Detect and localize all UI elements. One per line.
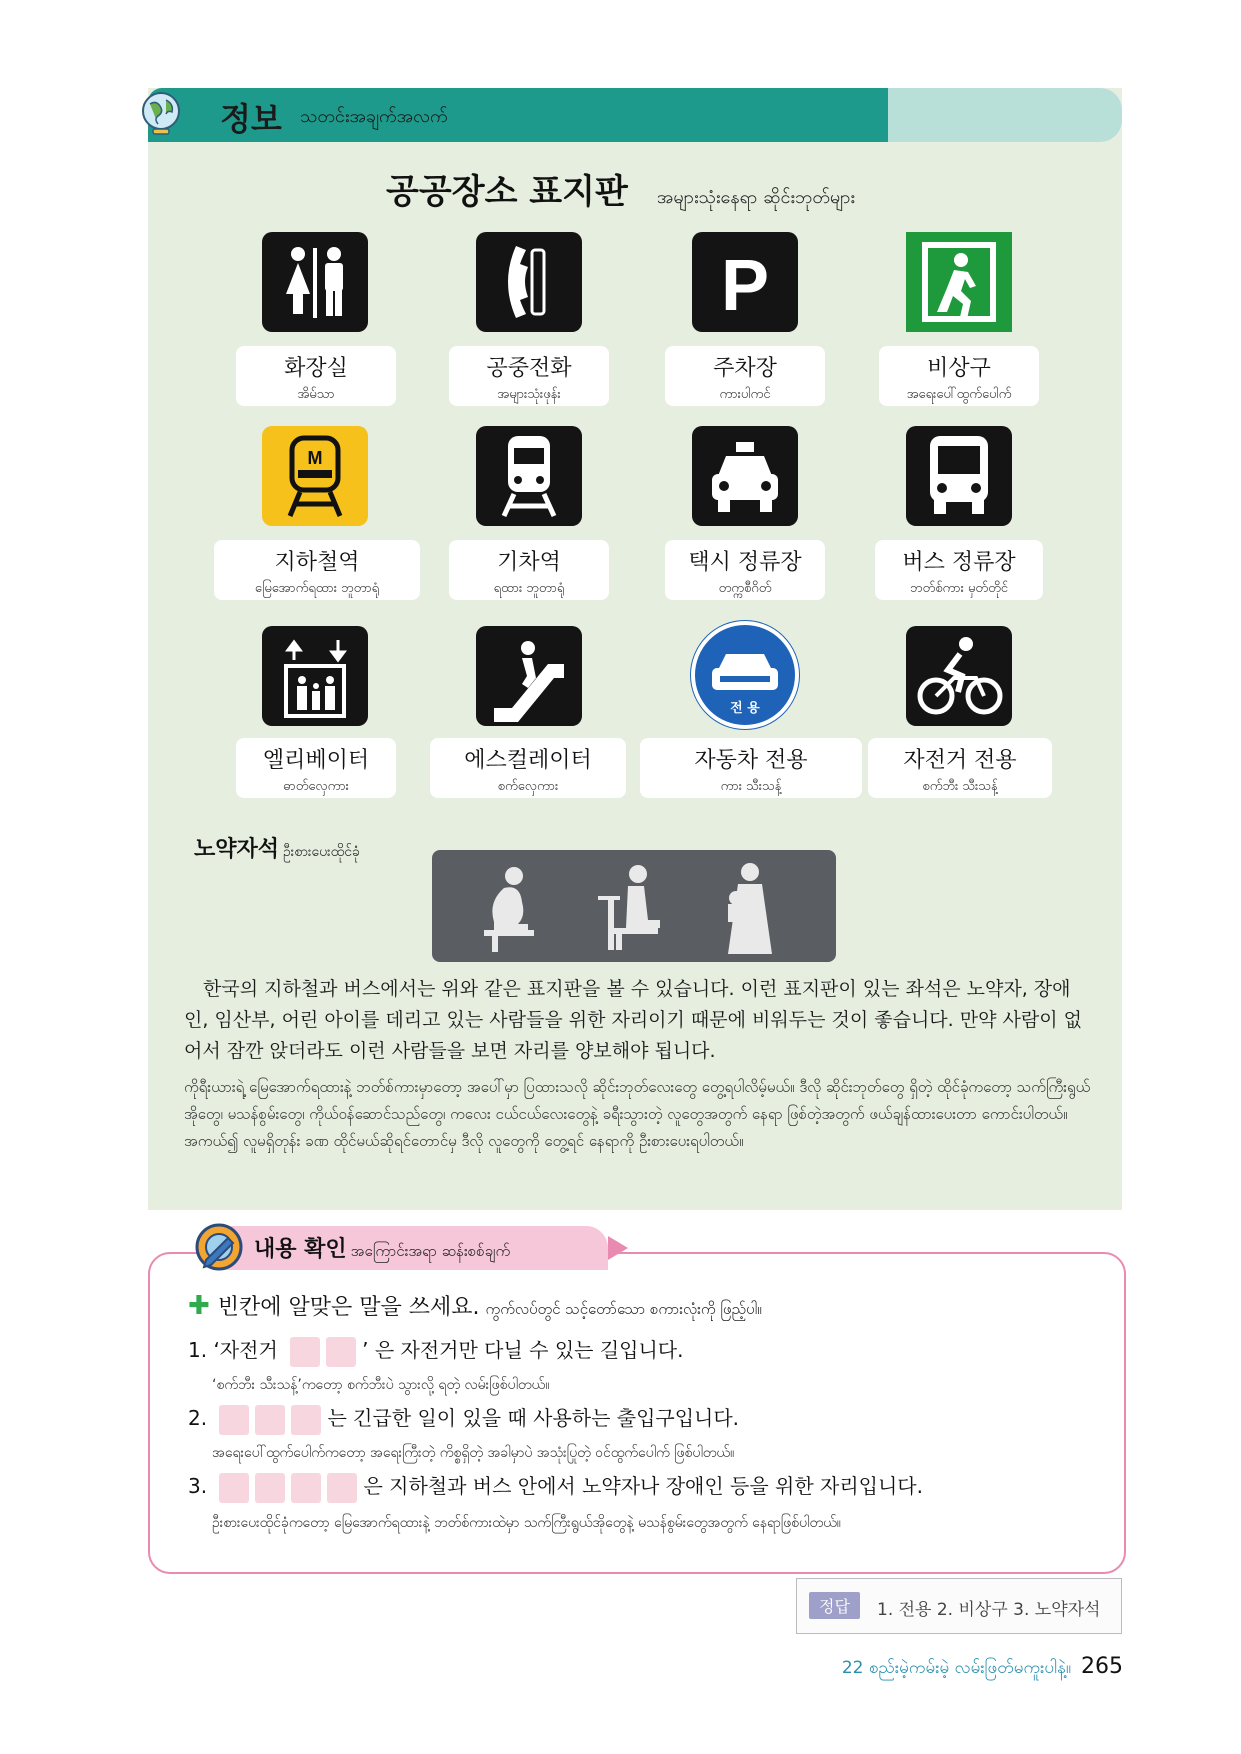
header-title: 정보 <box>220 100 282 138</box>
body-myanmar: ကိုရီးယားရဲ့ မြေအောက်ရထားနဲ့ ဘတ်စ်ကားမှာတော့ အပေါ်မှာ ပြထားသလို ဆိုင်းဘုတ်လေးတွေ တွေ့ရပါလိမ့်မယ်။ ဒီလို ဆိုင်းဘုတ်တွေ ရှိတဲ့ ထိုင်ခုံကတော့ သက်ကြီးရွယ်အိုတွေ၊ မသန်စွမ်းတွေ၊ ကိုယ်ဝန်ဆောင်သည်တွေ၊ ကလေး ငယ်ငယ်လေးတွေနဲ့ ခရီးသွားတဲ့ လူတွေအတွက် နေရာ ဖြစ်တဲ့အတွက် ဖယ်ချန်ထားပေးတာ ကောင်းပါတယ်။ အကယ်၍ လူမရှိတုန်း ခဏ ထိုင်မယ်ဆိုရင်တောင်မှ ဒီလို လူတွေကို တွေ့ရင် နေရာကို ဦးစားပေးရပါတယ်။ <box>184 1078 1091 1150</box>
info-header <box>148 88 1122 142</box>
caption-myanmar: စက်ဘီး သီးသန့် <box>922 779 998 794</box>
globe-icon <box>138 90 184 136</box>
caption-myanmar: ဓာတ်လှေကား <box>283 779 349 794</box>
question-myanmar: အရေးပေါ်ထွက်ပေါက်ကတော့ အရေးကြီးတဲ့ ကိစ္စရှိတဲ့ အခါမှာပဲ အသုံးပြုတဲ့ ဝင်ထွက်ပေါက် ဖြစ်ပါတယ်။ <box>212 1444 735 1461</box>
caption-train <box>449 540 609 600</box>
caption-myanmar: အရေးပေါ်ထွက်ပေါက် <box>906 387 1012 402</box>
answer-blank[interactable] <box>219 1405 249 1435</box>
instruction-korean: 빈칸에 알맞은 말을 쓰세요. <box>217 1295 480 1320</box>
instruction-myanmar: ကွက်လပ်တွင် သင့်တော်သော စကားလုံးကို ဖြည့်ပါ။ <box>485 1300 762 1318</box>
caption-korean: 기차역 <box>497 550 561 575</box>
answer-text: 1. 전용 2. 비상구 3. 노약자석 <box>877 1600 1101 1620</box>
chapter-title: 22 စည်းမဲ့ကမ်းမဲ့ လမ်းဖြတ်မကူးပါနဲ့။ <box>841 1658 1071 1678</box>
caption-car-only <box>640 738 862 798</box>
question-myanmar: ‘စက်ဘီး သီးသန့်’ကတော့ စက်ဘီးပဲ သွားလို့ ရတဲ့ လမ်းဖြစ်ပါတယ်။ <box>212 1376 550 1393</box>
answer-label: 정답 <box>809 1592 860 1619</box>
page-footer <box>842 1654 1123 1682</box>
priority-seat-label <box>194 832 360 863</box>
priority-seat-korean: 노약자석 <box>194 837 280 862</box>
content-check-title <box>254 1232 510 1264</box>
caption-korean: 공중전화 <box>486 356 572 381</box>
question-text: 은 지하철과 버스 안에서 노약자나 장애인 등을 위한 자리입니다. <box>363 1474 923 1498</box>
parking-letter: P <box>720 246 770 326</box>
caption-korean: 주차장 <box>713 356 777 381</box>
caption-payphone <box>449 346 609 406</box>
caption-restroom <box>236 346 396 406</box>
section-title-myanmar: အများသုံးနေရာ ဆိုင်းဘုတ်များ <box>656 187 855 208</box>
caption-korean: 지하철역 <box>274 550 360 575</box>
header-banner-tail <box>888 88 1122 142</box>
priority-seat-myanmar: ဦးစားပေးထိုင်ခုံ <box>283 844 360 860</box>
priority-seat-icon <box>432 850 836 962</box>
caption-myanmar: မြေအောက်ရထား ဘူတာရုံ <box>254 581 380 596</box>
caption-elevator <box>236 738 396 798</box>
question-3 <box>188 1470 1032 1535</box>
caption-myanmar: ကား သီးသန့် <box>720 779 782 794</box>
caption-myanmar: ရထား ဘူတာရုံ <box>493 581 565 596</box>
caption-bus <box>875 540 1043 600</box>
question-number: 1. <box>188 1338 208 1362</box>
gear-pencil-icon <box>192 1220 246 1274</box>
caption-myanmar: ကားပါကင် <box>719 387 771 402</box>
caption-myanmar: အများသုံးဖုန်း <box>497 387 561 402</box>
payphone-sign-icon <box>476 232 582 332</box>
priority-seat-sign <box>432 850 836 962</box>
metro-letter: M <box>307 448 323 468</box>
answer-box <box>796 1578 1122 1634</box>
answer-blank[interactable] <box>326 1337 356 1367</box>
question-myanmar: ဦးစားပေးထိုင်ခုံကတော့ မြေအောက်ရထားနဲ့ ဘတ်စ်ကားထဲမှာ သက်ကြီးရွယ်အိုတွေနဲ့ မသန်စွမ်းတွေအတွက် နေရာဖြစ်ပါတယ်။ <box>212 1514 841 1531</box>
caption-korean: 비상구 <box>927 356 991 381</box>
header-subtitle: သတင်းအချက်အလက် <box>300 106 448 127</box>
body-korean-text: 한국의 지하철과 버스에서는 위와 같은 표지판을 볼 수 있습니다. 이런 표지판이 있는 좌석은 노약자, 장애인, 임산부, 어린 아이를 데리고 있는 사람들을 위한 자리이기 때문에 비워두는 것이 좋습니다. 만약 사람이 없어서 잠깐 앉더라도 이런 사람들을 보면 자리를 양보해야 됩니다. <box>184 978 1082 1062</box>
answer-blank[interactable] <box>255 1405 285 1435</box>
question-number: 2. <box>188 1406 208 1430</box>
caption-bicycle-only <box>868 738 1052 798</box>
answer-blank[interactable] <box>291 1473 321 1503</box>
answer-blank[interactable] <box>327 1473 357 1503</box>
caption-korean: 에스컬레이터 <box>464 748 592 773</box>
subway-sign-icon <box>262 426 368 526</box>
caption-korean: 엘리베이터 <box>262 748 370 773</box>
question-2 <box>188 1402 739 1464</box>
caption-korean: 버스 정류장 <box>902 550 1016 575</box>
caption-subway <box>214 540 420 600</box>
caption-taxi <box>665 540 825 600</box>
question-text: 는 긴급한 일이 있을 때 사용하는 출입구입니다. <box>327 1406 740 1430</box>
question-text: ’ 은 자전거만 다닐 수 있는 길입니다. <box>362 1338 684 1362</box>
content-check-title-myanmar: အကြောင်းအရာ ဆန်းစစ်ချက် <box>350 1242 511 1260</box>
car-only-sign-text: 전 용 <box>730 701 760 716</box>
answer-blank[interactable] <box>290 1337 320 1367</box>
section-title <box>0 164 1241 213</box>
caption-parking <box>665 346 825 406</box>
train-sign-icon <box>476 426 582 526</box>
question-number: 3. <box>188 1474 208 1498</box>
elevator-sign-icon <box>262 626 368 726</box>
answer-blank[interactable] <box>255 1473 285 1503</box>
caption-korean: 자동차 전용 <box>694 748 808 773</box>
page-number: 265 <box>1081 1654 1123 1679</box>
caption-myanmar: တက္ကစီဂိတ် <box>718 581 772 596</box>
bicycle-sign-icon <box>906 626 1012 726</box>
taxi-sign-icon <box>692 426 798 526</box>
section-title-korean: 공공장소 표지판 <box>386 172 628 212</box>
caption-myanmar: စက်လှေကား <box>497 779 559 794</box>
caption-korean: 자전거 전용 <box>903 748 1017 773</box>
caption-emergency-exit <box>879 346 1039 406</box>
content-check-title-korean: 내용 확인 <box>254 1237 347 1262</box>
answer-blank[interactable] <box>219 1473 249 1503</box>
plus-icon: ✚ <box>188 1291 210 1321</box>
emergency-exit-sign-icon <box>906 232 1012 332</box>
question-1 <box>188 1334 683 1396</box>
caption-korean: 택시 정류장 <box>688 550 802 575</box>
answer-blank[interactable] <box>291 1405 321 1435</box>
parking-sign-icon <box>692 232 798 332</box>
question-text-pre: ‘자전거 <box>213 1338 278 1362</box>
caption-myanmar: အိမ်သာ <box>297 387 335 402</box>
instruction <box>188 1290 762 1322</box>
escalator-sign-icon <box>476 626 582 726</box>
caption-escalator <box>430 738 626 798</box>
caption-korean: 화장실 <box>284 356 348 381</box>
caption-myanmar: ဘတ်စ်ကား မှတ်တိုင် <box>910 581 1008 596</box>
body-korean <box>184 974 1094 1067</box>
bus-sign-icon <box>906 426 1012 526</box>
restroom-sign-icon <box>262 232 368 332</box>
car-only-sign-icon <box>690 620 800 730</box>
content-check-tab-arrow <box>608 1236 628 1260</box>
